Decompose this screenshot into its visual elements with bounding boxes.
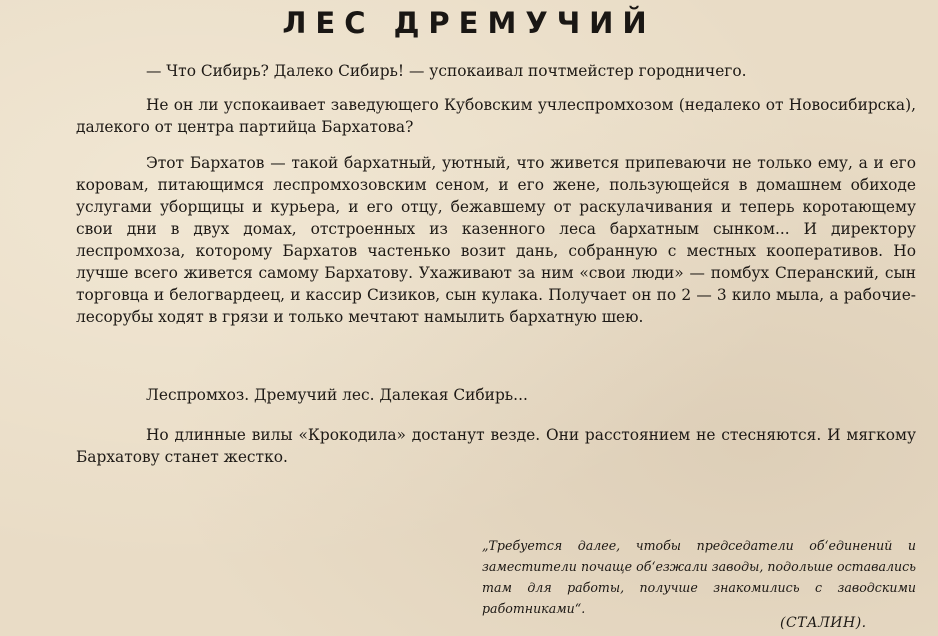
article-paragraph: — Что Сибирь? Далеко Сибирь! — успокаивал почтмейстер городничего. xyxy=(146,62,747,80)
article-paragraph: Но длинные вилы «Крокодила» достанут везде. Они расстоянием не стесняются. И мягкому Бархатову станет жестко. xyxy=(76,426,916,466)
article-title: ЛЕС ДРЕМУЧИЙ xyxy=(282,6,656,40)
quote-author: (СТАЛИН). xyxy=(780,615,867,631)
article-paragraph: Этот Бархатов — такой бархатный, уютный, что живется припеваючи не только ему, а и его коровам, питающимся леспромхозовским сеном, и его жене, пользующейся в домашнем обиходе услугами уборщицы и курьера, и его отцу, бежавшему от раскулачивания и теперь коротающему свои дни в двух домах, отстроенных из казенного леса бархатным сынком... И директору леспромхоза, которому Бархатов частенько возит дань, собранную с местных кооперативов. Но лучше всего живется самому Бархатову. Ухаживают за ним «свои люди» — помбух Сперанский, сын торговца и белогвардеец, и кассир Сизиков, сын кулака. Получает он по 2 — 3 кило мыла, а рабочие-лесорубы ходят в грязи и только мечтают намылить бархатную шею. xyxy=(76,154,916,326)
article-paragraph: Не он ли успокаивает заведующего Кубовским учлеспромхозом (недалеко от Новосибирска), далекого от центра партийца Бархатова? xyxy=(76,96,916,136)
stalin-quote: „Требуется далее, чтобы председатели об‘единений и заместители почаще об‘езжали заводы, подольше оставались там для работы, получше знакомились с заводскими работниками“. xyxy=(482,538,916,616)
article-paragraph: Леспромхоз. Дремучий лес. Далекая Сибирь... xyxy=(146,386,528,404)
